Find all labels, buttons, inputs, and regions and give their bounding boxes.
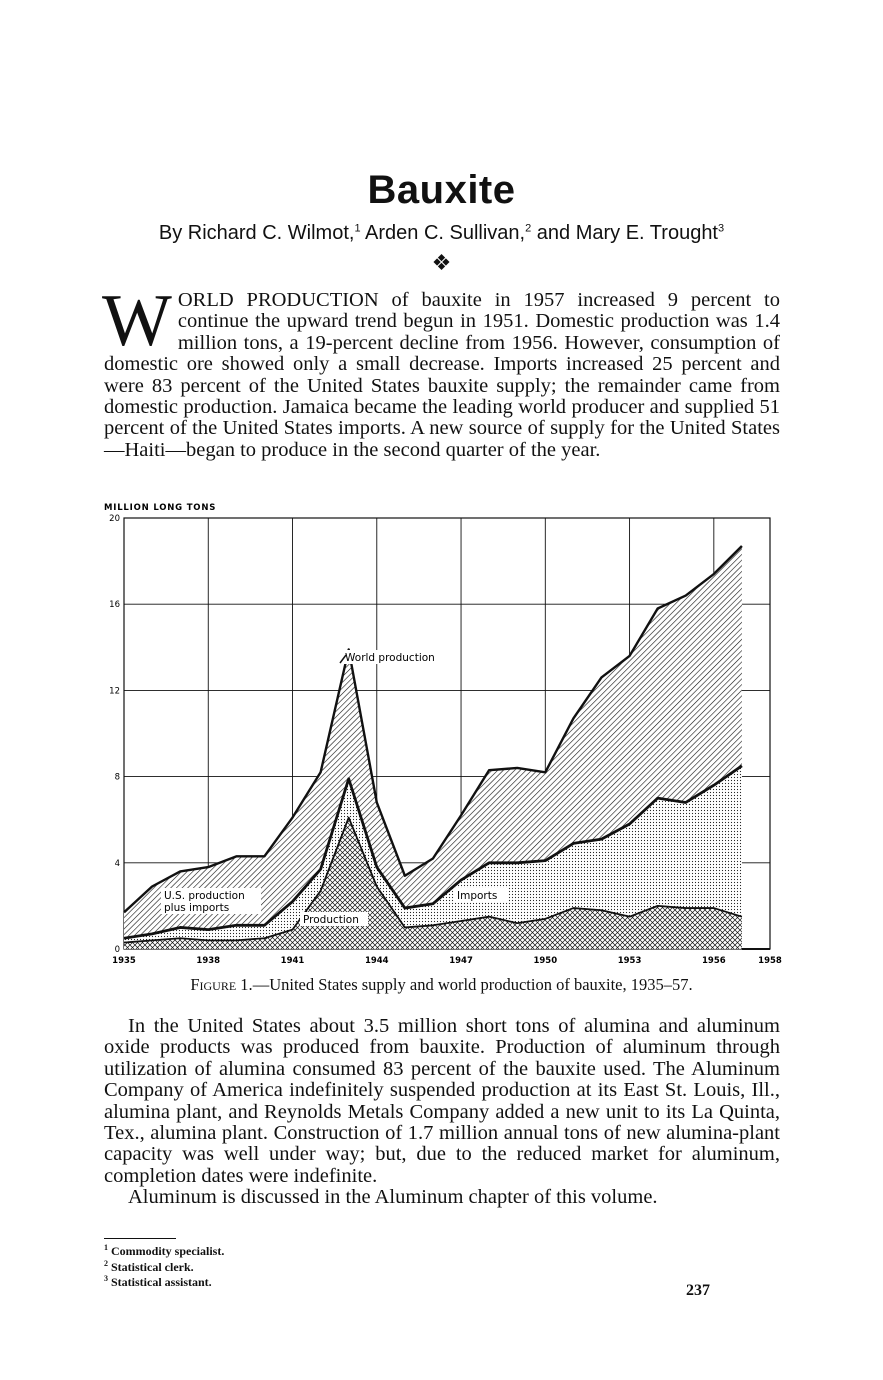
x-tick-label: 1953 [617, 956, 642, 966]
drop-cap: W [102, 280, 172, 362]
body-paragraph-aluminum: Aluminum is discussed in the Aluminum chapter of this volume. [128, 1186, 658, 1209]
y-tick-label: 12 [109, 686, 120, 697]
byline-footnote-2: 2 [525, 222, 532, 235]
figure-caption [0, 975, 883, 995]
footnote-rule [104, 1238, 176, 1239]
y-tick-label: 20 [109, 514, 120, 524]
footnote-3: $^3$ Statistical assistant. [104, 1274, 212, 1289]
byline-author-2: Arden C. Sullivan, [360, 222, 526, 244]
production-label: Production [303, 914, 359, 926]
byline-footnote-3: 3 [718, 222, 725, 235]
bauxite-chart [100, 500, 790, 980]
body-text [104, 1016, 780, 1209]
x-tick-label: 1950 [533, 956, 558, 966]
footnotes [104, 1242, 224, 1289]
x-tick-label: 1956 [701, 956, 726, 966]
x-tick-label: 1944 [364, 956, 389, 966]
byline-author-3: and Mary E. Trought [531, 222, 718, 244]
intro-paragraph-text: ORLD PRODUCTION of bauxite in 1957 increased 9 percent to continue the upward trend begun in 1951. Domestic production was 1.4 million tons, a 19-percent decline from 1956. However, consumption of domestic ore showed only a small decrease. Imports increased 25 percent and were 83 percent of the United States bauxite supply; the remainder came from domestic production. Jamaica became the leading world producer and supplied 51 percent of the United States imports. A new source of supply for the United States—Haiti—began to produce in the second quarter of the year. [104, 289, 780, 461]
figure-label: Figure 1. [190, 975, 253, 994]
x-tick-label: 1947 [449, 956, 473, 966]
x-tick-label: 1941 [280, 956, 305, 966]
world-production-label: World production [345, 652, 435, 664]
y-tick-label: 4 [114, 858, 120, 869]
y-axis-label: MILLION LONG TONS [104, 503, 217, 513]
byline-footnote-1: 1 [354, 222, 361, 235]
x-tick-label: 1935 [112, 956, 136, 966]
figure-caption-text: —United States supply and world production of bauxite, 1935–57. [252, 975, 693, 994]
y-tick-label: 8 [114, 772, 120, 783]
y-tick-label: 16 [109, 600, 120, 611]
us-production-label-line1: U.S. production [164, 890, 245, 902]
footnote-2: $^2$ Statistical clerk. [104, 1258, 194, 1274]
page-number: 237 [686, 1282, 710, 1299]
x-tick-label: 1938 [196, 956, 221, 966]
us-production-label-line2: plus imports [164, 902, 230, 914]
footnote-1: $^1$ Commodity specialist. [104, 1243, 225, 1258]
byline-author-1: By Richard C. Wilmot, [158, 222, 355, 244]
article-title: Bauxite [367, 168, 516, 212]
intro-paragraph [102, 280, 780, 461]
body-paragraph-alumina: In the United States about 3.5 million short tons of alumina and aluminum oxide products was produced from bauxite. Production of aluminum through utilization of alumina consumed 83 percent of the bauxite used. The Aluminum Company of America indefinitely suspended production at its East St. Louis, Ill., alumina plant, and Reynolds Metals Company added a new unit to its La Quinta, Tex., alumina plant. Construction of 1.7 million annual tons of new alumina-plant capacity was well under way; but, due to the reduced market for aluminum, completion dates were indefinite. [104, 1015, 780, 1187]
chart-svg [100, 500, 790, 980]
x-tick-label: 1958 [758, 956, 782, 966]
imports-label: Imports [457, 890, 498, 902]
y-tick-label: 0 [114, 945, 120, 955]
byline [0, 222, 883, 245]
ornament-icon: ❖ [431, 250, 452, 275]
